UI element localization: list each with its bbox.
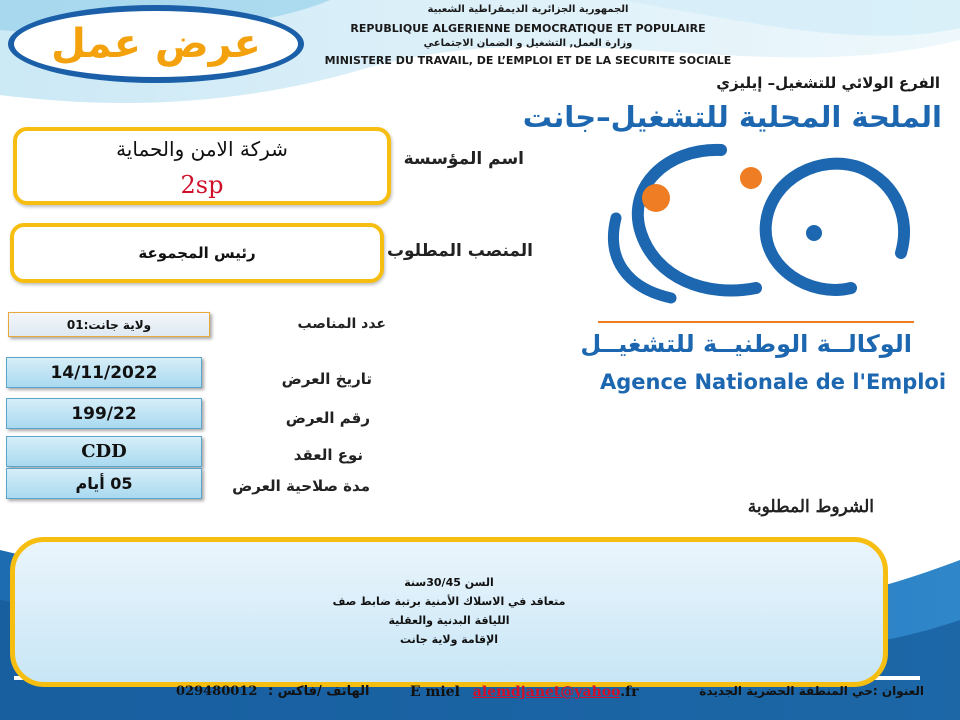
validity-value: 05 أيام [75, 474, 133, 493]
logo-french-name: Agence Nationale de l'Emploi [600, 370, 947, 394]
contract-type-box [6, 436, 202, 467]
offer-date-label: تاريخ العرض [281, 370, 372, 388]
offer-number-value: 199/22 [71, 403, 137, 424]
requirement-item: اللياقة البدنية والعقلية [388, 614, 510, 627]
footer-phone [176, 684, 369, 699]
validity-label: مدة صلاحية العرض [232, 477, 370, 495]
position-box [10, 223, 384, 283]
job-offer-title-text: عرض عمل [51, 21, 261, 67]
offer-number-box [6, 398, 202, 429]
company-code: 2sp [180, 171, 224, 199]
positions-count-value: ولاية جانت:01 [66, 317, 152, 332]
offer-date-value: 14/11/2022 [50, 362, 158, 383]
company-label: اسم المؤسسة [403, 149, 524, 169]
logo-divider [598, 321, 914, 323]
footer-email [410, 684, 638, 700]
footer-email-domain: .fr [620, 684, 639, 700]
header-french-ministry: MINISTERE DU TRAVAIL, DE L’EMPLOI ET DE LA SECURITE SOCIALE [324, 54, 732, 67]
company-box [13, 127, 391, 205]
contract-type-label: نوع العقد [293, 446, 363, 464]
header-arabic-republic: الجمهورية الجزائرية الديمقراطية الشعبية [427, 4, 629, 15]
branch-name: الفرع الولائي للتشغيل– إيليزي [716, 74, 940, 92]
offer-date-box [6, 357, 202, 388]
anem-logo-icon [596, 138, 916, 308]
logo-arabic-name: الوكالــة الوطنيــة للتشغيــل [580, 330, 912, 358]
validity-box [6, 468, 202, 499]
footer-phone-label: الهاتف /فاكس : [267, 684, 370, 699]
requirement-item: الإقامة ولاية جانت [399, 633, 499, 646]
footer-address: العنوان :حي المنطقة الحضرية الجديدة [699, 684, 924, 698]
header-arabic-ministry: وزارة العمل, التشغيل و الضمان الاجتماعي [423, 38, 633, 49]
positions-count-label: عدد المناصب [297, 316, 386, 332]
contract-type-value: CDD [81, 441, 127, 462]
offer-number-label: رقم العرض [285, 409, 370, 427]
footer-email-link[interactable]: alemdjanet@yahoo [472, 684, 621, 700]
footer-email-label: E miel [410, 684, 460, 700]
requirements-box [10, 537, 888, 687]
header-french-republic: REPUBLIQUE ALGERIENNE DEMOCRATIQUE ET POPULAIRE [350, 22, 706, 35]
requirements-title: الشروط المطلوبة [747, 497, 874, 517]
position-value: رئيس المجموعة [138, 244, 256, 262]
position-label: المنصب المطلوب [386, 241, 533, 261]
company-name: شركة الامن والحماية [116, 137, 288, 161]
footer-phone-number: 029480012 [176, 684, 258, 699]
requirement-item: متعاقد في الاسلاك الأمنية برتبة ضابط صف [332, 595, 566, 608]
requirement-item: السن 30/45سنة [404, 576, 494, 589]
local-agency-name: الملحة المحلية للتشغيل–جانت [522, 100, 942, 134]
positions-count-box [8, 312, 210, 337]
job-offer-title [8, 5, 304, 83]
